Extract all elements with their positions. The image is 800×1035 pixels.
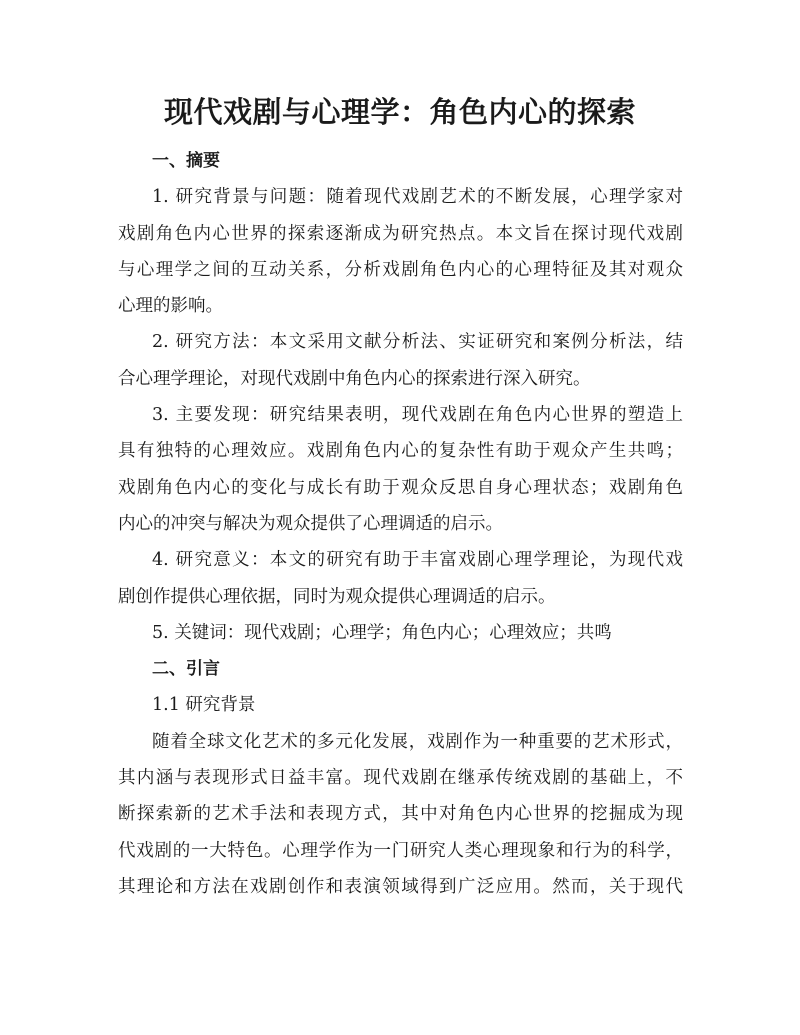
document-body [118,143,683,905]
text-line: 内心的冲突与解决为观众提供了心理调适的启示。 [118,513,503,534]
page-title: 现代戏剧与心理学：角色内心的探索 [163,95,636,129]
section-heading: 二、引言 [152,659,220,680]
text-line: 具有独特的心理效应。戏剧角色内心的复杂性有助于观众产生共鸣； [118,441,683,462]
text-line: 3. 主要发现：研究结果表明，现代戏剧在角色内心世界的塑造上 [152,405,683,426]
section-heading: 一、摘要 [152,151,220,171]
text-line: 1. 研究背景与问题：随着现代戏剧艺术的不断发展，心理学家对 [152,187,683,208]
text-line: 剧创作提供心理依据，同时为观众提供心理调适的启示。 [118,586,556,607]
text-line: 其理论和方法在戏剧创作和表演领域得到广泛应用。然而，关于现代 [118,876,683,897]
text-line: 合心理学理论，对现代戏剧中角色内心的探索进行深入研究。 [118,368,591,389]
text-line: 2. 研究方法：本文采用文献分析法、实证研究和案例分析法，结 [152,332,683,353]
text-line: 断探索新的艺术手法和表现方式，其中对角色内心世界的挖掘成为现 [118,804,683,825]
text-line: 代戏剧的一大特色。心理学作为一门研究人类心理现象和行为的科学， [118,840,683,861]
text-line: 随着全球文化艺术的多元化发展，戏剧作为一种重要的艺术形式， [152,731,683,752]
text-line: 戏剧角色内心的变化与成长有助于观众反思自身心理状态；戏剧角色 [118,477,683,498]
text-line: 1.1 研究背景 [152,695,256,716]
text-line: 4. 研究意义：本文的研究有助于丰富戏剧心理学理论，为现代戏 [152,550,683,571]
text-line: 与心理学之间的互动关系，分析戏剧角色内心的心理特征及其对观众 [118,259,683,280]
text-line: 戏剧角色内心世界的探索逐渐成为研究热点。本文旨在探讨现代戏剧 [118,223,683,244]
text-line: 5. 关键词：现代戏剧；心理学；角色内心；心理效应；共鸣 [152,622,612,643]
text-line: 其内涵与表现形式日益丰富。现代戏剧在继承传统戏剧的基础上，不 [118,768,683,789]
text-line: 心理的影响。 [118,296,223,317]
